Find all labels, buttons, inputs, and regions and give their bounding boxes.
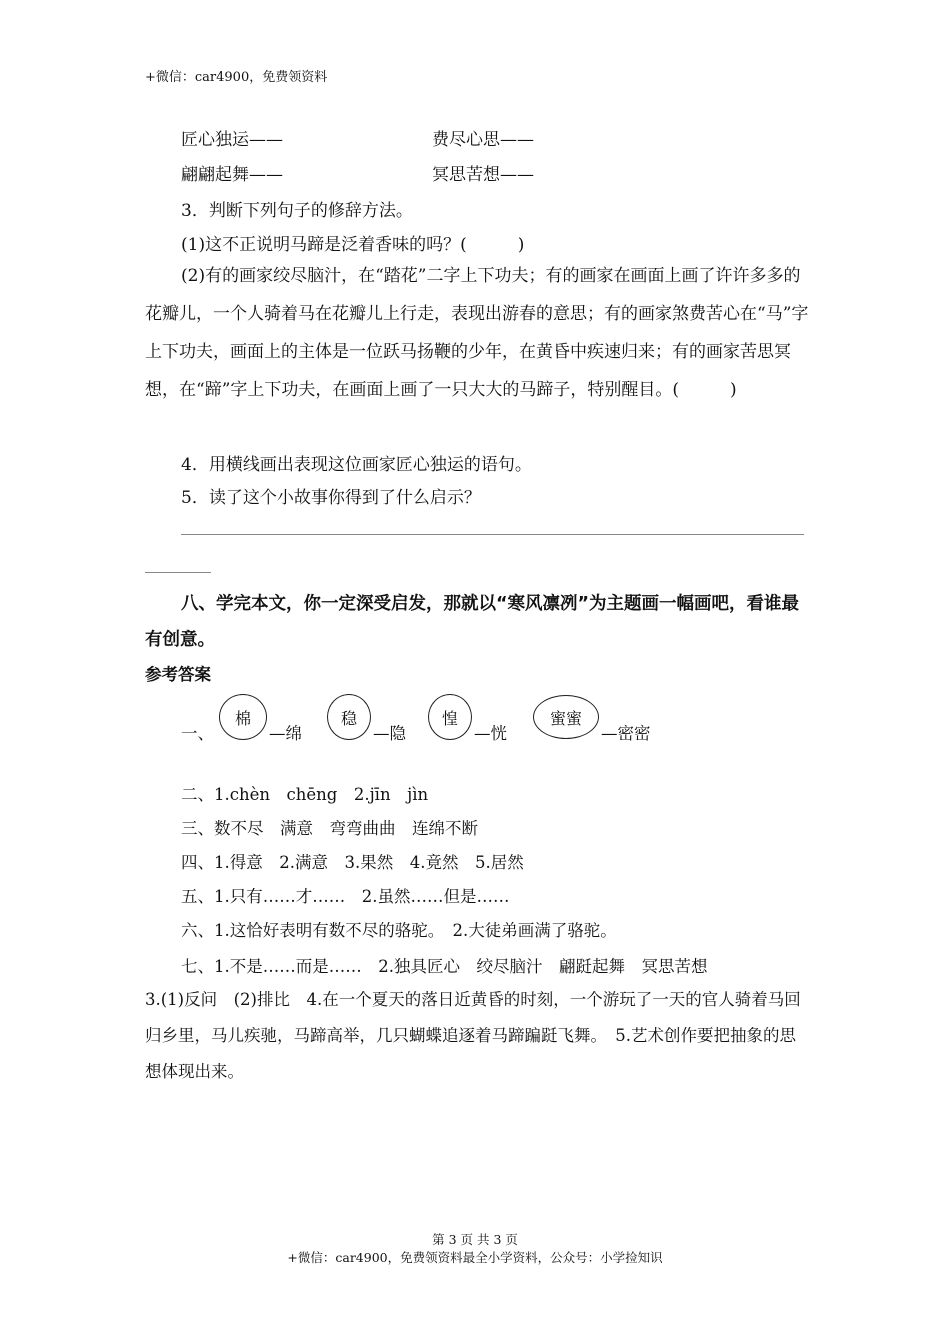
page-number: 第 3 页 共 3 页: [432, 1232, 518, 1247]
circled-char-2-text: 稳: [340, 708, 357, 728]
q7-item-3-1: (1)这不正说明马蹄是泛着香味的吗？( ): [181, 235, 525, 255]
q7-item-5: 5．读了这个小故事你得到了什么启示？: [181, 488, 481, 508]
answer-3: 三、数不尽 满意 弯弯曲曲 连绵不断: [181, 819, 478, 838]
answer-1-pair-2: —隐: [373, 724, 406, 743]
answer-line-short: [145, 572, 211, 573]
answer-6: 六、1.这恰好表明有数不尽的骆驼。 2.大徒弟画满了骆驼。: [181, 921, 617, 940]
q8: [145, 586, 810, 658]
answer-1-pair-1: —绵: [269, 724, 302, 743]
answer-line: [181, 534, 804, 535]
answer-1-pair-4: —密密: [601, 724, 651, 743]
q7-item-3-2: [145, 257, 810, 409]
idiom-2: 费尽心思——: [432, 130, 534, 150]
idiom-4: 冥思苦想——: [432, 165, 534, 185]
q7-item-3: 3．判断下列句子的修辞方法。: [181, 201, 413, 221]
circled-char-3-text: 惶: [441, 708, 458, 728]
q7-item-3-2-text: (2)有的画家绞尽脑汁，在“踏花”二字上下功夫；有的画家在画面上画了许许多多的花瓣儿，一个人骑着马在花瓣儿上行走，表现出游春的意思；有的画家煞费苦心在“马”字上下功夫，画面上的主体是一位跃马扬鞭的少年，在黄昏中疾速归来；有的画家苦思冥想，在“蹄”字上下功夫，在画面上画了一只大大的马蹄子，特别醒目。( ): [145, 266, 809, 400]
idiom-3: 翩翩起舞——: [181, 165, 283, 185]
circled-char-2: [327, 694, 371, 740]
circled-char-4: [533, 695, 599, 739]
answer-1-prefix: 一、: [181, 724, 214, 743]
answer-5: 五、1.只有……才…… 2.虽然……但是……: [181, 887, 510, 906]
answer-7-line-1: 七、1.不是……而是…… 2.独具匠心 绞尽脑汁 翩跹起舞 冥思苦想: [181, 957, 708, 976]
header-text: +微信：car4900，免费领资料: [145, 70, 328, 85]
circled-char-1: [219, 694, 267, 740]
circled-char-3: [428, 694, 472, 740]
answer-4: 四、1.得意 2.满意 3.果然 4.竟然 5.居然: [181, 853, 524, 872]
answers-title: 参考答案: [145, 665, 211, 684]
circled-char-4-text: 蜜蜜: [549, 708, 582, 728]
footer-text: +微信：car4900，免费领资料最全小学资料，公众号：小学捡知识: [287, 1250, 663, 1265]
answer-7-rest: 3.(1)反问 (2)排比 4.在一个夏天的落日近黄昏的时刻，一个游玩了一天的官人骑着马回归乡里，马儿疾驰，马蹄高举，几只蝴蝶追逐着马蹄蹁跹飞舞。 5.艺术创作要把抽象的思想体现出来。: [145, 990, 801, 1081]
answer-1-pair-3: —恍: [474, 724, 507, 743]
idiom-1: 匠心独运——: [181, 130, 283, 150]
answer-2: 二、1.chèn chēng 2.jīn jìn: [181, 785, 429, 804]
q7-item-4: 4．用横线画出表现这位画家匠心独运的语句。: [181, 455, 532, 475]
circled-char-1-text: 棉: [234, 708, 251, 728]
q8-text: 八、学完本文，你一定深受启发，那就以“寒风凛冽”为主题画一幅画吧，看谁最有创意。: [145, 594, 800, 650]
